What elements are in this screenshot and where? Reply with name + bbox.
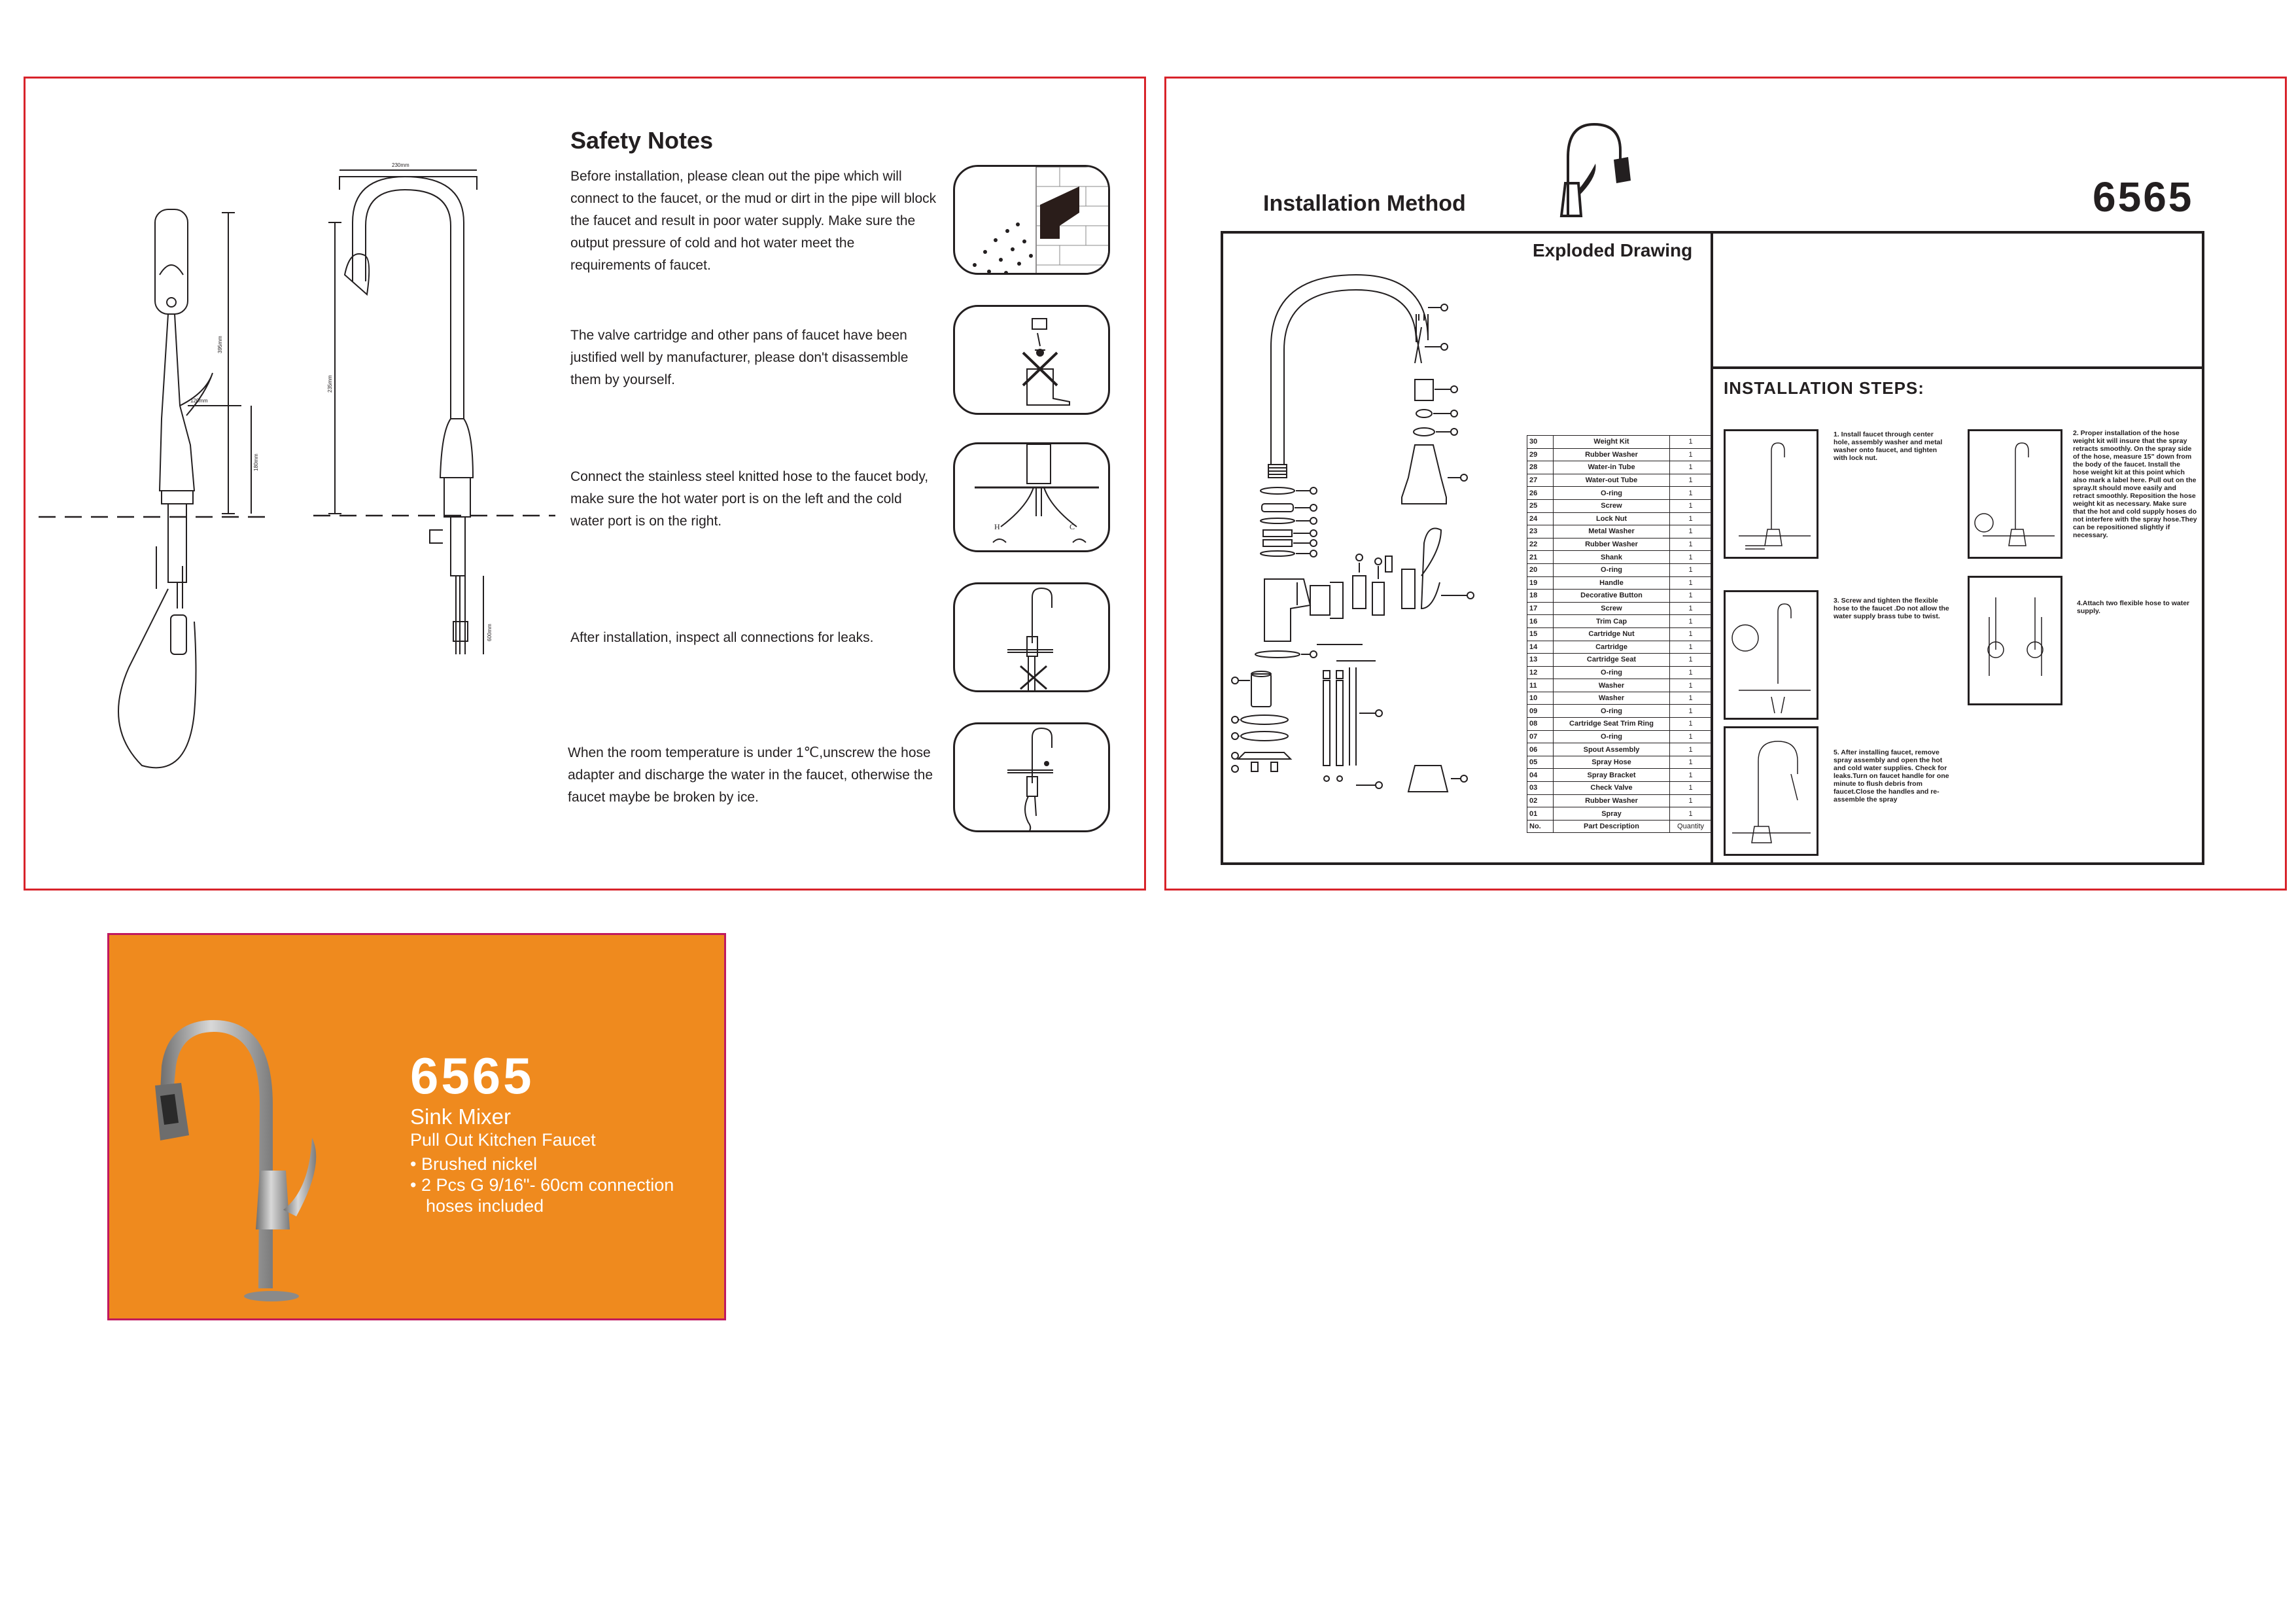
installation-method-title: Installation Method xyxy=(1263,191,1466,216)
part-no-cell: 16 xyxy=(1527,615,1554,628)
parts-table-row xyxy=(1527,576,1712,590)
part-qty-cell: 1 xyxy=(1670,807,1712,821)
part-no-cell: 05 xyxy=(1527,756,1554,769)
part-no-cell: 29 xyxy=(1527,448,1554,461)
parts-table xyxy=(1527,435,1712,833)
installation-method-panel xyxy=(1164,77,2287,891)
part-qty-cell: 1 xyxy=(1670,769,1712,782)
step-4-illustration xyxy=(1968,576,2062,705)
part-desc-cell: Cartridge Seat xyxy=(1553,654,1669,667)
parts-table-row xyxy=(1527,718,1712,731)
part-desc-cell: Spout Assembly xyxy=(1553,743,1669,756)
part-qty-cell: 1 xyxy=(1670,666,1712,679)
part-desc-cell: Check Valve xyxy=(1553,782,1669,795)
part-no-cell: 27 xyxy=(1527,474,1554,487)
hot-cold-hose-illustration xyxy=(953,442,1110,552)
part-no-cell: 10 xyxy=(1527,692,1554,705)
part-qty-cell: 1 xyxy=(1670,499,1712,512)
safety-note-1: Before installation, please clean out the pipe which will connect to the faucet, or the mud or dirt in the pipe will block the faucet and result in poor water supply. Make sure the output pressure of cold and hot water meet the requirements of faucet. xyxy=(570,169,937,273)
part-desc-cell: Rubber Washer xyxy=(1553,448,1669,461)
part-no-cell: 06 xyxy=(1527,743,1554,756)
part-qty-cell: 1 xyxy=(1670,590,1712,603)
part-no-cell: 12 xyxy=(1527,666,1554,679)
part-qty-cell: 1 xyxy=(1670,487,1712,500)
part-no-cell: 24 xyxy=(1527,512,1554,525)
parts-table-row xyxy=(1527,448,1712,461)
part-qty-cell: 1 xyxy=(1670,692,1712,705)
part-no-cell: 21 xyxy=(1527,551,1554,564)
frost-drain-illustration xyxy=(953,722,1110,832)
part-no-cell: 26 xyxy=(1527,487,1554,500)
part-no-cell: 22 xyxy=(1527,538,1554,551)
exploded-drawing-title: Exploded Drawing xyxy=(1533,240,1693,260)
part-desc-cell: Metal Washer xyxy=(1553,525,1669,538)
parts-table-row xyxy=(1527,551,1712,564)
step-2-text: 2. Proper installation of the hose weight kit will insure that the spray retracts smoothly. On the spray side of the hose, measure 15" down from the body of the faucet. Install the hose weight kit at this point which also mark a label here. Pull out on the spray.It should move easily and retract smoothly. Reposition the hose weight kit as necessary. Make sure that the hot and cold supply hoses do not interfere with the spray hose.They can be repositioned slightly if necessary. xyxy=(2073,429,2197,539)
part-desc-cell: Water-out Tube xyxy=(1553,474,1669,487)
parts-table-row xyxy=(1527,807,1712,821)
part-desc-cell: O-ring xyxy=(1553,730,1669,743)
safety-note-2: The valve cartridge and other pans of faucet have been justified well by manufacturer, please don't disassemble them by yourself. xyxy=(570,328,909,387)
dim-reach: 230mm xyxy=(392,162,409,168)
parts-table-row xyxy=(1527,436,1712,449)
parts-table-row xyxy=(1527,654,1712,667)
parts-table-row xyxy=(1527,627,1712,641)
product-features xyxy=(410,1154,711,1216)
part-no-cell: 25 xyxy=(1527,499,1554,512)
part-no-cell: 04 xyxy=(1527,769,1554,782)
part-desc-cell: Spray Bracket xyxy=(1553,769,1669,782)
safety-note-5: When the room temperature is under 1℃,unscrew the hose adapter and discharge the water in the faucet, otherwise the faucet maybe be broken by ice. xyxy=(568,745,933,805)
part-no-cell: 30 xyxy=(1527,436,1554,449)
parts-table-row xyxy=(1527,615,1712,628)
part-no-cell: 19 xyxy=(1527,576,1554,590)
part-qty-cell: 1 xyxy=(1670,525,1712,538)
part-qty-cell: 1 xyxy=(1670,641,1712,654)
part-qty-cell: 1 xyxy=(1670,563,1712,576)
part-qty-cell: 1 xyxy=(1670,782,1712,795)
product-model: 6565 xyxy=(410,1047,534,1104)
part-qty-cell: 1 xyxy=(1670,705,1712,718)
part-no-cell: 08 xyxy=(1527,718,1554,731)
no-disassemble-illustration xyxy=(953,305,1110,415)
parts-table-row xyxy=(1527,679,1712,692)
steps-divider xyxy=(1711,366,2204,369)
part-desc-cell: Rubber Washer xyxy=(1553,794,1669,807)
part-no-cell: 17 xyxy=(1527,602,1554,615)
parts-table-row xyxy=(1527,743,1712,756)
part-qty-cell: 1 xyxy=(1670,794,1712,807)
parts-table-row xyxy=(1527,666,1712,679)
part-no-cell: 09 xyxy=(1527,705,1554,718)
part-desc-cell: Trim Cap xyxy=(1553,615,1669,628)
part-desc-cell: Decorative Button xyxy=(1553,590,1669,603)
part-desc-cell: Rubber Washer xyxy=(1553,538,1669,551)
faucet-product-image xyxy=(155,1014,338,1301)
parts-table-row xyxy=(1527,461,1712,474)
safety-note-3: Connect the stainless steel knitted hose to the faucet body, make sure the hot water port is on the left and the cold water port is on the right. xyxy=(570,469,929,529)
parts-table-row xyxy=(1527,474,1712,487)
faucet-icon xyxy=(1546,118,1637,222)
part-qty-cell: 1 xyxy=(1670,743,1712,756)
part-desc-cell: Screw xyxy=(1553,602,1669,615)
part-desc-cell: Water-in Tube xyxy=(1553,461,1669,474)
part-qty-cell: 1 xyxy=(1670,615,1712,628)
safety-notes-title: Safety Notes xyxy=(570,127,714,154)
part-qty-cell: 1 xyxy=(1670,436,1712,449)
part-qty-cell: 1 xyxy=(1670,474,1712,487)
part-no-cell: 14 xyxy=(1527,641,1554,654)
step-4-text: 4.Attach two flexible hose to water supply. xyxy=(2077,599,2190,615)
part-desc-cell: O-ring xyxy=(1553,705,1669,718)
parts-table-row xyxy=(1527,602,1712,615)
part-qty-cell: 1 xyxy=(1670,654,1712,667)
part-desc-cell: Washer xyxy=(1553,679,1669,692)
inspect-leaks-illustration xyxy=(953,582,1110,692)
parts-header-desc: Part Description xyxy=(1553,820,1669,833)
part-qty-cell: 1 xyxy=(1670,576,1712,590)
parts-table-row xyxy=(1527,499,1712,512)
parts-table-row xyxy=(1527,487,1712,500)
step-3-text: 3. Screw and tighten the flexible hose to the faucet .Do not allow the water supply brass tube to twist. xyxy=(1834,597,1949,620)
part-desc-cell: O-ring xyxy=(1553,666,1669,679)
parts-table-row xyxy=(1527,641,1712,654)
faucet-side-view-drawing xyxy=(287,79,562,733)
safety-note-4: After installation, inspect all connections for leaks. xyxy=(570,630,874,645)
part-no-cell: 18 xyxy=(1527,590,1554,603)
parts-table-row xyxy=(1527,769,1712,782)
parts-table-row xyxy=(1527,756,1712,769)
part-desc-cell: Cartridge Nut xyxy=(1553,627,1669,641)
part-desc-cell: Screw xyxy=(1553,499,1669,512)
part-desc-cell: Shank xyxy=(1553,551,1669,564)
hot-label: H xyxy=(994,522,1000,531)
parts-table-row xyxy=(1527,590,1712,603)
part-qty-cell: 1 xyxy=(1670,461,1712,474)
part-no-cell: 15 xyxy=(1527,627,1554,641)
part-no-cell: 02 xyxy=(1527,794,1554,807)
part-desc-cell: O-ring xyxy=(1553,563,1669,576)
part-qty-cell: 1 xyxy=(1670,551,1712,564)
part-qty-cell: 1 xyxy=(1670,679,1712,692)
parts-table-row xyxy=(1527,705,1712,718)
parts-table-row xyxy=(1527,794,1712,807)
parts-table-row xyxy=(1527,692,1712,705)
parts-table-row xyxy=(1527,525,1712,538)
step-1-illustration xyxy=(1724,429,1818,559)
part-no-cell: 20 xyxy=(1527,563,1554,576)
parts-table-row xyxy=(1527,730,1712,743)
part-desc-cell: Lock Nut xyxy=(1553,512,1669,525)
parts-header-no: No. xyxy=(1527,820,1554,833)
dim-height-label: 395mm xyxy=(217,336,223,353)
part-no-cell: 01 xyxy=(1527,807,1554,821)
part-qty-cell: 1 xyxy=(1670,538,1712,551)
clean-pipe-illustration xyxy=(953,165,1110,275)
step-3-illustration xyxy=(1724,590,1818,720)
part-desc-cell: Spray Hose xyxy=(1553,756,1669,769)
step-2-illustration xyxy=(1968,429,2062,559)
cold-label: C xyxy=(1070,522,1075,531)
part-desc-cell: Cartridge xyxy=(1553,641,1669,654)
part-desc-cell: O-ring xyxy=(1553,487,1669,500)
part-no-cell: 07 xyxy=(1527,730,1554,743)
step-1-text: 1. Install faucet through center hole, assembly washer and metal washer onto faucet, and tighten with lock nut. xyxy=(1834,431,1943,462)
product-name: Sink Mixer xyxy=(410,1104,512,1129)
parts-table-row xyxy=(1527,563,1712,576)
dim-spout-height: 235mm xyxy=(327,375,333,393)
part-no-cell: 23 xyxy=(1527,525,1554,538)
installation-steps-title: INSTALLATION STEPS: xyxy=(1724,378,1924,398)
parts-header-qty: Quantity xyxy=(1670,820,1712,833)
dim-handle-height: 180mm xyxy=(253,453,259,471)
dim-handle-reach: 120mm xyxy=(190,398,208,404)
exploded-drawing xyxy=(1225,242,1533,864)
part-desc-cell: Weight Kit xyxy=(1553,436,1669,449)
product-feature-1: • Brushed nickel xyxy=(410,1154,711,1174)
product-card xyxy=(107,933,726,1320)
part-qty-cell: 1 xyxy=(1670,756,1712,769)
product-subtitle: Pull Out Kitchen Faucet xyxy=(410,1130,596,1150)
parts-table-row xyxy=(1527,782,1712,795)
step-5-illustration xyxy=(1724,726,1818,856)
parts-table-header-row xyxy=(1527,820,1712,833)
part-no-cell: 11 xyxy=(1527,679,1554,692)
model-number: 6565 xyxy=(2093,173,2194,221)
part-qty-cell: 1 xyxy=(1670,448,1712,461)
part-qty-cell: 1 xyxy=(1670,602,1712,615)
dim-hose-length: 600mm xyxy=(487,624,493,641)
safety-notes-panel xyxy=(24,77,1146,891)
part-desc-cell: Spray xyxy=(1553,807,1669,821)
part-no-cell: 28 xyxy=(1527,461,1554,474)
part-desc-cell: Handle xyxy=(1553,576,1669,590)
part-desc-cell: Washer xyxy=(1553,692,1669,705)
part-qty-cell: 1 xyxy=(1670,627,1712,641)
part-qty-cell: 1 xyxy=(1670,730,1712,743)
part-qty-cell: 1 xyxy=(1670,512,1712,525)
step-5-text: 5. After installing faucet, remove spray assembly and open the hot and cold water supplies. Check for leaks.Turn on faucet handle for one minute to flush debris from faucet.Close the handles and re-assemble the spray xyxy=(1834,749,1949,803)
part-desc-cell: Cartridge Seat Trim Ring xyxy=(1553,718,1669,731)
product-feature-2: • 2 Pcs G 9/16"- 60cm connection hoses included xyxy=(410,1174,711,1216)
part-no-cell: 03 xyxy=(1527,782,1554,795)
part-no-cell: 13 xyxy=(1527,654,1554,667)
parts-table-row xyxy=(1527,538,1712,551)
parts-table-row xyxy=(1527,512,1712,525)
part-qty-cell: 1 xyxy=(1670,718,1712,731)
